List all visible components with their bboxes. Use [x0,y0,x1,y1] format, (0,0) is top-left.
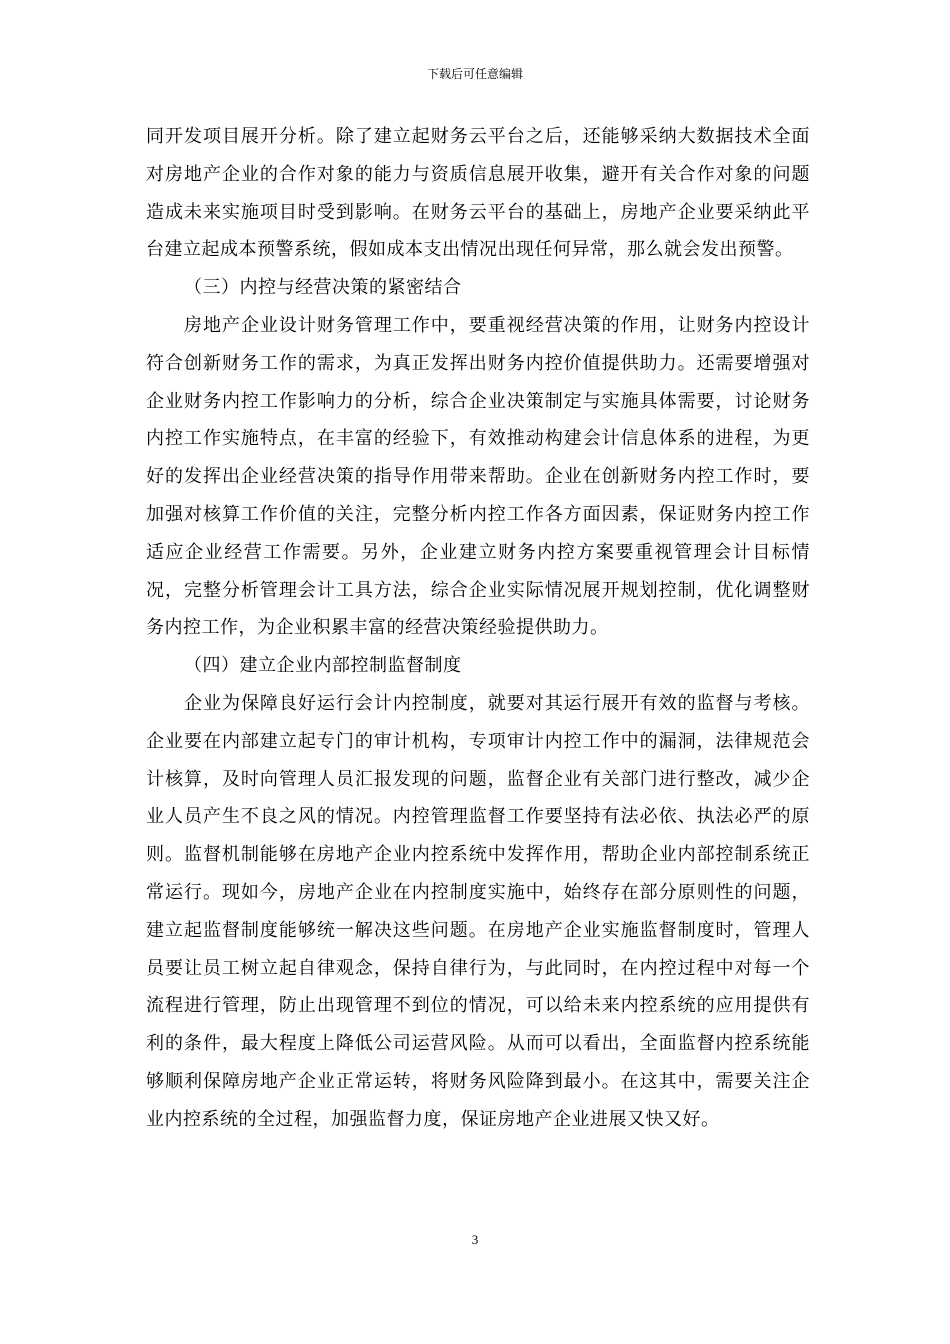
section-heading-3: （三）内控与经营决策的紧密结合 [184,277,462,299]
paragraph: 房地产企业设计财务管理工作中，要重视经营决策的作用，让财务内控设计符合创新财务工作的需求，为真正发挥出财务内控价值提供助力。还需要增强对企业财务内控工作影响力的分析，综合企业决策制定与实施具体需要，讨论财务内控工作实施特点，在丰富的经验下，有效推动构建会计信息体系的进程，为更好的发挥出企业经营决策的指导作用带来帮助。企业在创新财务内控工作时，要加强对核算工作价值的关注，完整分析内控工作各方面因素，保证财务内控工作适应企业经营工作需要。另外，企业建立财务内控方案要重视管理会计目标情况，完整分析管理会计工具方法，综合企业实际情况展开规划控制，优化调整财务内控工作，为企业积累丰富的经营决策经验提供助力。 [146,314,810,639]
paragraph: 企业为保障良好运行会计内控制度，就要对其运行展开有效的监督与考核。企业要在内部建立起专门的审计机构，专项审计内控工作中的漏洞，法律规范会计核算，及时向管理人员汇报发现的问题，监督企业有关部门进行整改，减少企业人员产生不良之风的情况。内控管理监督工作要坚持有法必依、执法必严的原则。监督机制能够在房地产企业内控系统中发挥作用，帮助企业内部控制系统正常运行。现如今，房地产企业在内控制度实施中，始终存在部分原则性的问题，建立起监督制度能够统一解决这些问题。在房地产企业实施监督制度时，管理人员要让员工树立起自律观念，保持自律行为，与此同时，在内控过程中对每一个流程进行管理，防止出现管理不到位的情况，可以给未来内控系统的应用提供有利的条件，最大程度上降低公司运营风险。从而可以看出，全面监督内控系统能够顺利保障房地产企业正常运转，将财务风险降到最小。在这其中，需要关注企业内控系统的全过程，加强监督力度，保证房地产企业进展又快又好。 [146,692,810,1130]
paragraph-continued: 同开发项目展开分析。除了建立起财务云平台之后，还能够采纳大数据技术全面对房地产企业的合作对象的能力与资质信息展开收集，避开有关合作对象的问题造成未来实施项目时受到影响。在财务云平台的基础上，房地产企业要采纳此平台建立起成本预警系统，假如成本支出情况出现任何异常，那么就会发出预警。 [146,126,810,261]
document-body [146,118,810,1139]
section-heading-4: （四）建立企业内部控制监督制度 [184,655,462,677]
page-header: 下载后可任意编辑 [426,67,523,81]
page-number: 3 [471,1232,479,1247]
